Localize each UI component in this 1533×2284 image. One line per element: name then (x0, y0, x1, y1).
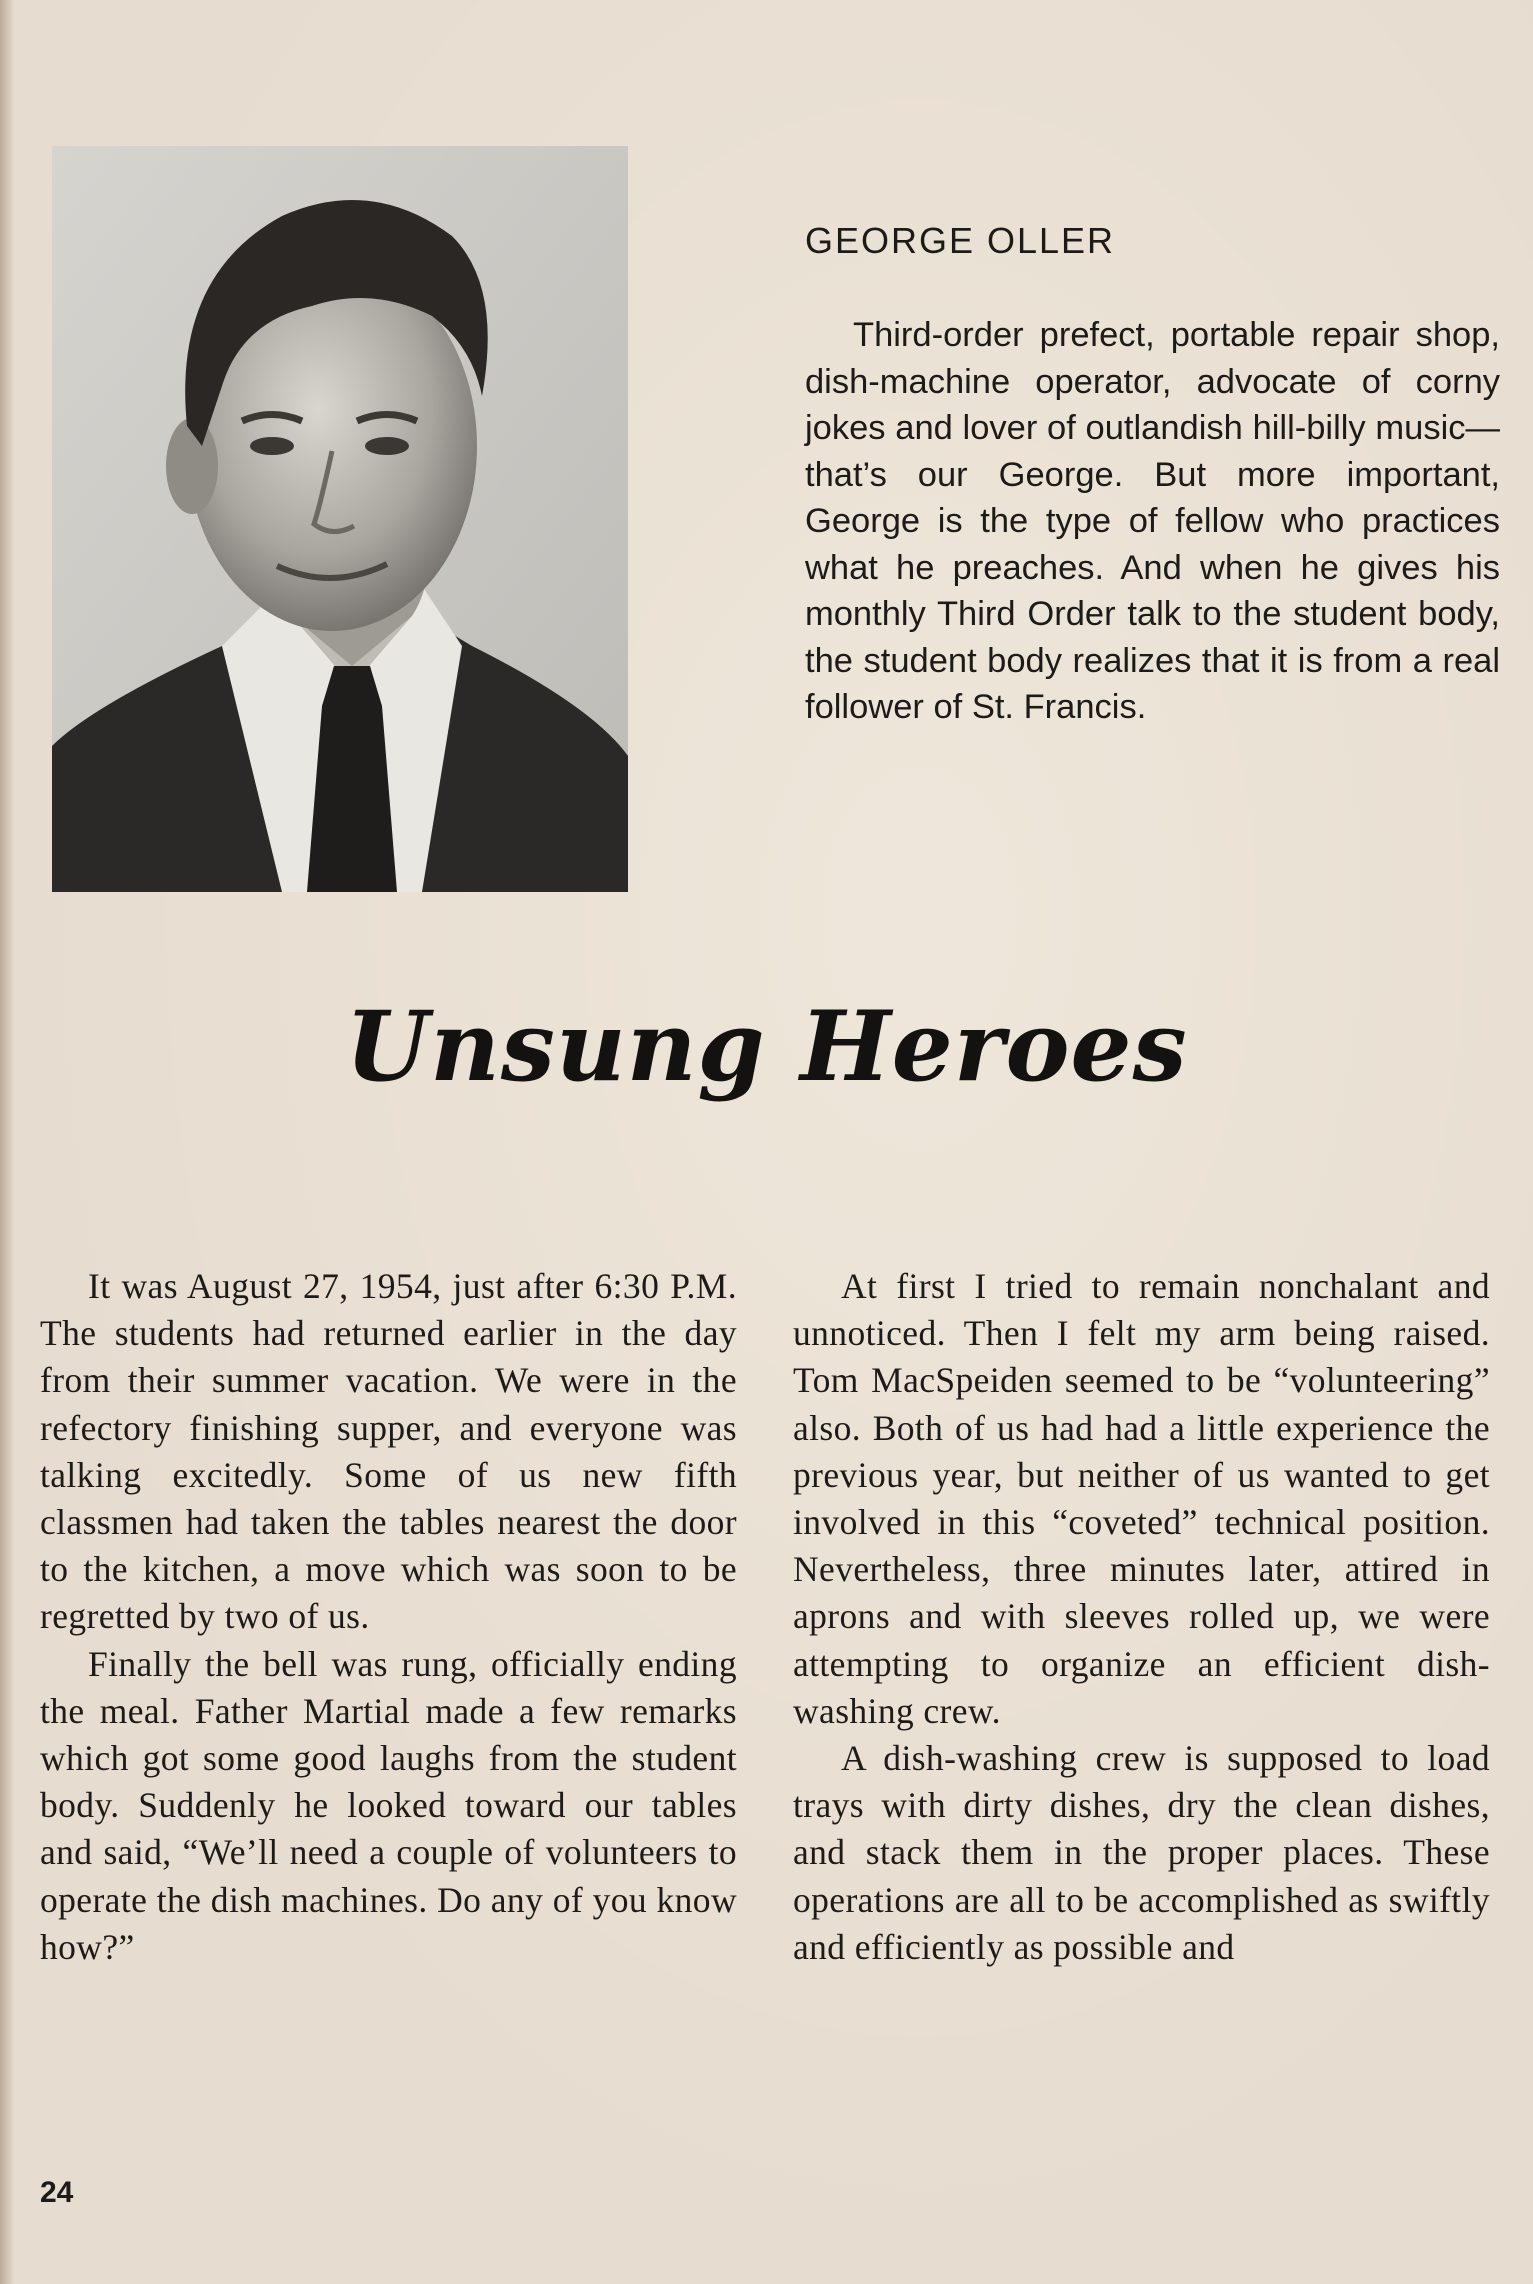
article-paragraph: A dish-washing crew is supposed to load trays with dirty dishes, dry the clean dishes, and stack them in the proper places. These operations are all to be accomplished as swiftly and efficiently as possible and (793, 1738, 1490, 1967)
page-number: 24 (40, 2176, 74, 2209)
article-column-right (793, 1263, 1490, 1971)
article-column-left (40, 1263, 737, 1971)
article-paragraph: Finally the bell was rung, officially ending the meal. Father Martial made a few remarks which got some good laughs from the student body. Suddenly he looked toward our tables and said, “We’ll need a couple of volunteers to operate the dish machines. Do any of you know how?” (40, 1643, 737, 1967)
portrait-photo (52, 146, 628, 892)
caption-text: Third-order prefect, portable repair shop, dish-machine operator, advocate of corny jokes and lover of outlandish hill-billy music—that’s our George. But more important, George is the type of fellow who practices what he preaches. And when he gives his monthly Third Order talk to the student body, the student body realizes that it is from a real follower of St. Francis. (805, 316, 1500, 726)
article-paragraph: It was August 27, 1954, just after 6:30 P.M. The students had returned earlier in the day from their summer vacation. We were in the refectory finishing supper, and everyone was talking excitedly. Some of us new fifth classmen had taken the tables nearest the door to the kitchen, a move which was soon to be regretted by two of us. (40, 1266, 737, 1637)
caption-name: GEORGE OLLER (804, 220, 1116, 261)
article-title: Unsung Heroes (345, 990, 1188, 1103)
binding-edge (0, 0, 14, 2284)
article-paragraph: At first I tried to remain nonchalant and unnoticed. Then I felt my arm being raised. Tom MacSpeiden seemed to be “volunteering” also. Both of us had had a little experience the previous year, but neither of us wanted to get involved in this “coveted” technical position. Nevertheless, three minutes later, attired in aprons and with sleeves rolled up, we were attempting to organize an efficient dish-washing crew. (793, 1266, 1490, 1731)
